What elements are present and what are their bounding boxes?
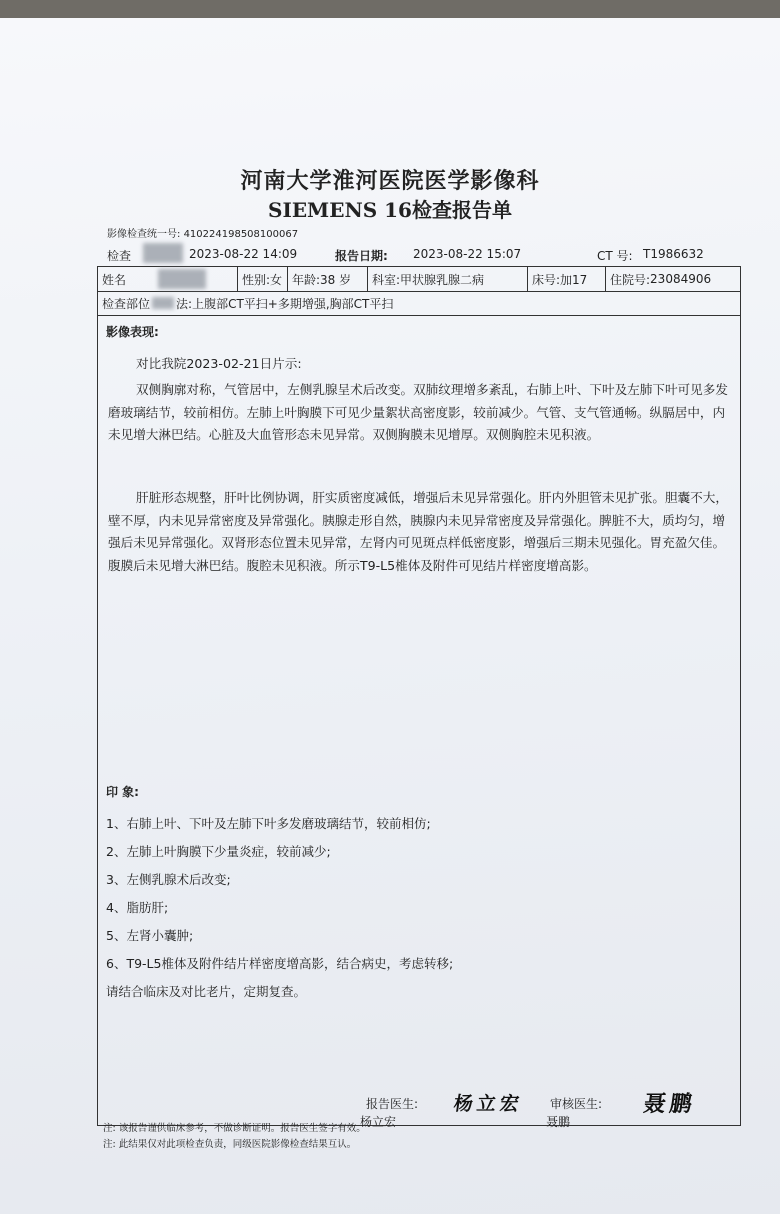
findings-title: 影像表现: <box>106 325 159 339</box>
redaction-blur <box>143 243 183 263</box>
image-id-value: 410224198508100067 <box>183 229 299 240</box>
image-id-label: 影像检查统一号: <box>107 229 181 240</box>
reporter-label: 报告医生: <box>366 1097 419 1111</box>
age-label: 年龄: <box>292 272 321 287</box>
impression-item-1: 1、右肺上叶、下叶及左肺下叶多发磨玻璃结节，较前相仿; <box>106 816 431 831</box>
patient-info-row <box>98 267 740 292</box>
impression-item-6: 6、T9-L5椎体及附件结片样密度增高影，结合病史，考虑转移; <box>106 956 454 971</box>
note-1: 注: 该报告谨供临床参考，不做诊断证明。报告医生签字有效。 <box>103 1123 366 1134</box>
findings-intro: 对比我院2023-02-21日片示: <box>136 356 302 371</box>
hospital-title: 河南大学淮河医院医学影像科 <box>240 168 540 194</box>
admission-label: 住院号: <box>610 272 651 287</box>
report-date-label: 报告日期: <box>335 249 388 263</box>
exam-date-value: 2023-08-22 14:09 <box>189 247 298 261</box>
impression-title: 印 象: <box>106 785 139 799</box>
bed-cell <box>528 267 606 291</box>
exam-cell <box>98 291 740 315</box>
impression-advice: 请结合临床及对比老片，定期复查。 <box>106 984 307 999</box>
name-redaction-blur <box>158 269 206 289</box>
reporter-signature: 杨立宏 <box>452 1093 525 1115</box>
admission-value: 23084906 <box>650 272 712 286</box>
exam-redaction-blur <box>152 297 174 309</box>
impression-item-4: 4、脂肪肝; <box>106 900 169 915</box>
dept-label: 科室: <box>372 272 401 287</box>
age-cell <box>288 267 368 291</box>
image-id-line <box>107 225 298 240</box>
report-paper <box>0 18 780 1214</box>
impression-item-5: 5、左肾小囊肿; <box>106 928 194 943</box>
exam-method-label: 法: <box>176 296 193 311</box>
name-label: 姓名 <box>102 272 127 287</box>
report-date-value: 2023-08-22 15:07 <box>413 247 522 261</box>
bed-value: 加17 <box>560 272 588 287</box>
dept-value: 甲状腺乳腺二病 <box>400 272 485 287</box>
reporter-name: 杨立宏 <box>360 1115 397 1129</box>
report-title: SIEMENS 16检查报告单 <box>268 198 512 222</box>
ct-no-value: T1986632 <box>643 247 704 261</box>
exam-label: 检查部位 <box>102 296 151 311</box>
exam-row <box>98 291 740 316</box>
exam-date-label: 检查 <box>107 249 132 263</box>
sex-label: 性别: <box>242 272 271 287</box>
note-2: 注: 此结果仅对此项检查负责，同级医院影像检查结果互认。 <box>103 1139 357 1150</box>
bed-label: 床号: <box>532 272 561 287</box>
impression-item-2: 2、左肺上叶胸膜下少量炎症，较前减少; <box>106 844 331 859</box>
admission-cell <box>606 267 740 291</box>
dept-cell <box>368 267 528 291</box>
sex-value: 女 <box>270 272 283 287</box>
impression-item-3: 3、左侧乳腺术后改变; <box>106 872 231 887</box>
exam-method: 上腹部CT平扫+多期增强,胸部CT平扫 <box>192 296 394 311</box>
name-cell <box>98 267 238 291</box>
findings-chest: 双侧胸廓对称，气管居中，左侧乳腺呈术后改变。双肺纹理增多紊乱，右肺上叶、下叶及左肺下叶可见多发磨玻璃结节，较前相仿。左肺上叶胸膜下可见少量絮状高密度影，较前减少。气管、支气管通畅。纵膈居中，内未见增大淋巴结。心脏及大血管形态未见异常。双侧胸膜未见增厚。双侧胸腔未见积液。 <box>108 382 728 442</box>
sex-cell <box>238 267 288 291</box>
age-value: 38 岁 <box>320 272 352 287</box>
ct-no-label: CT 号: <box>597 249 633 263</box>
reviewer-label: 审核医生: <box>550 1097 603 1111</box>
findings-abdomen: 肝脏形态规整，肝叶比例协调，肝实质密度减低，增强后未见异常强化。肝内外胆管未见扩张。胆囊不大，壁不厚，内未见异常密度及异常强化。胰腺走形自然，胰腺内未见异常密度及异常强化。脾脏不大，质均匀，增强后未见异常强化。双肾形态位置未见异常，左肾内可见斑点样低密度影，增强后三期未见强化。胃充盈欠佳。腹膜后未见增大淋巴结。腹腔未见积液。所示T9-L5椎体及附件可见结片样密度增高影。 <box>108 490 728 573</box>
reviewer-signature: 聂鹏 <box>641 1091 698 1117</box>
reviewer-name: 聂鹏 <box>546 1115 571 1129</box>
